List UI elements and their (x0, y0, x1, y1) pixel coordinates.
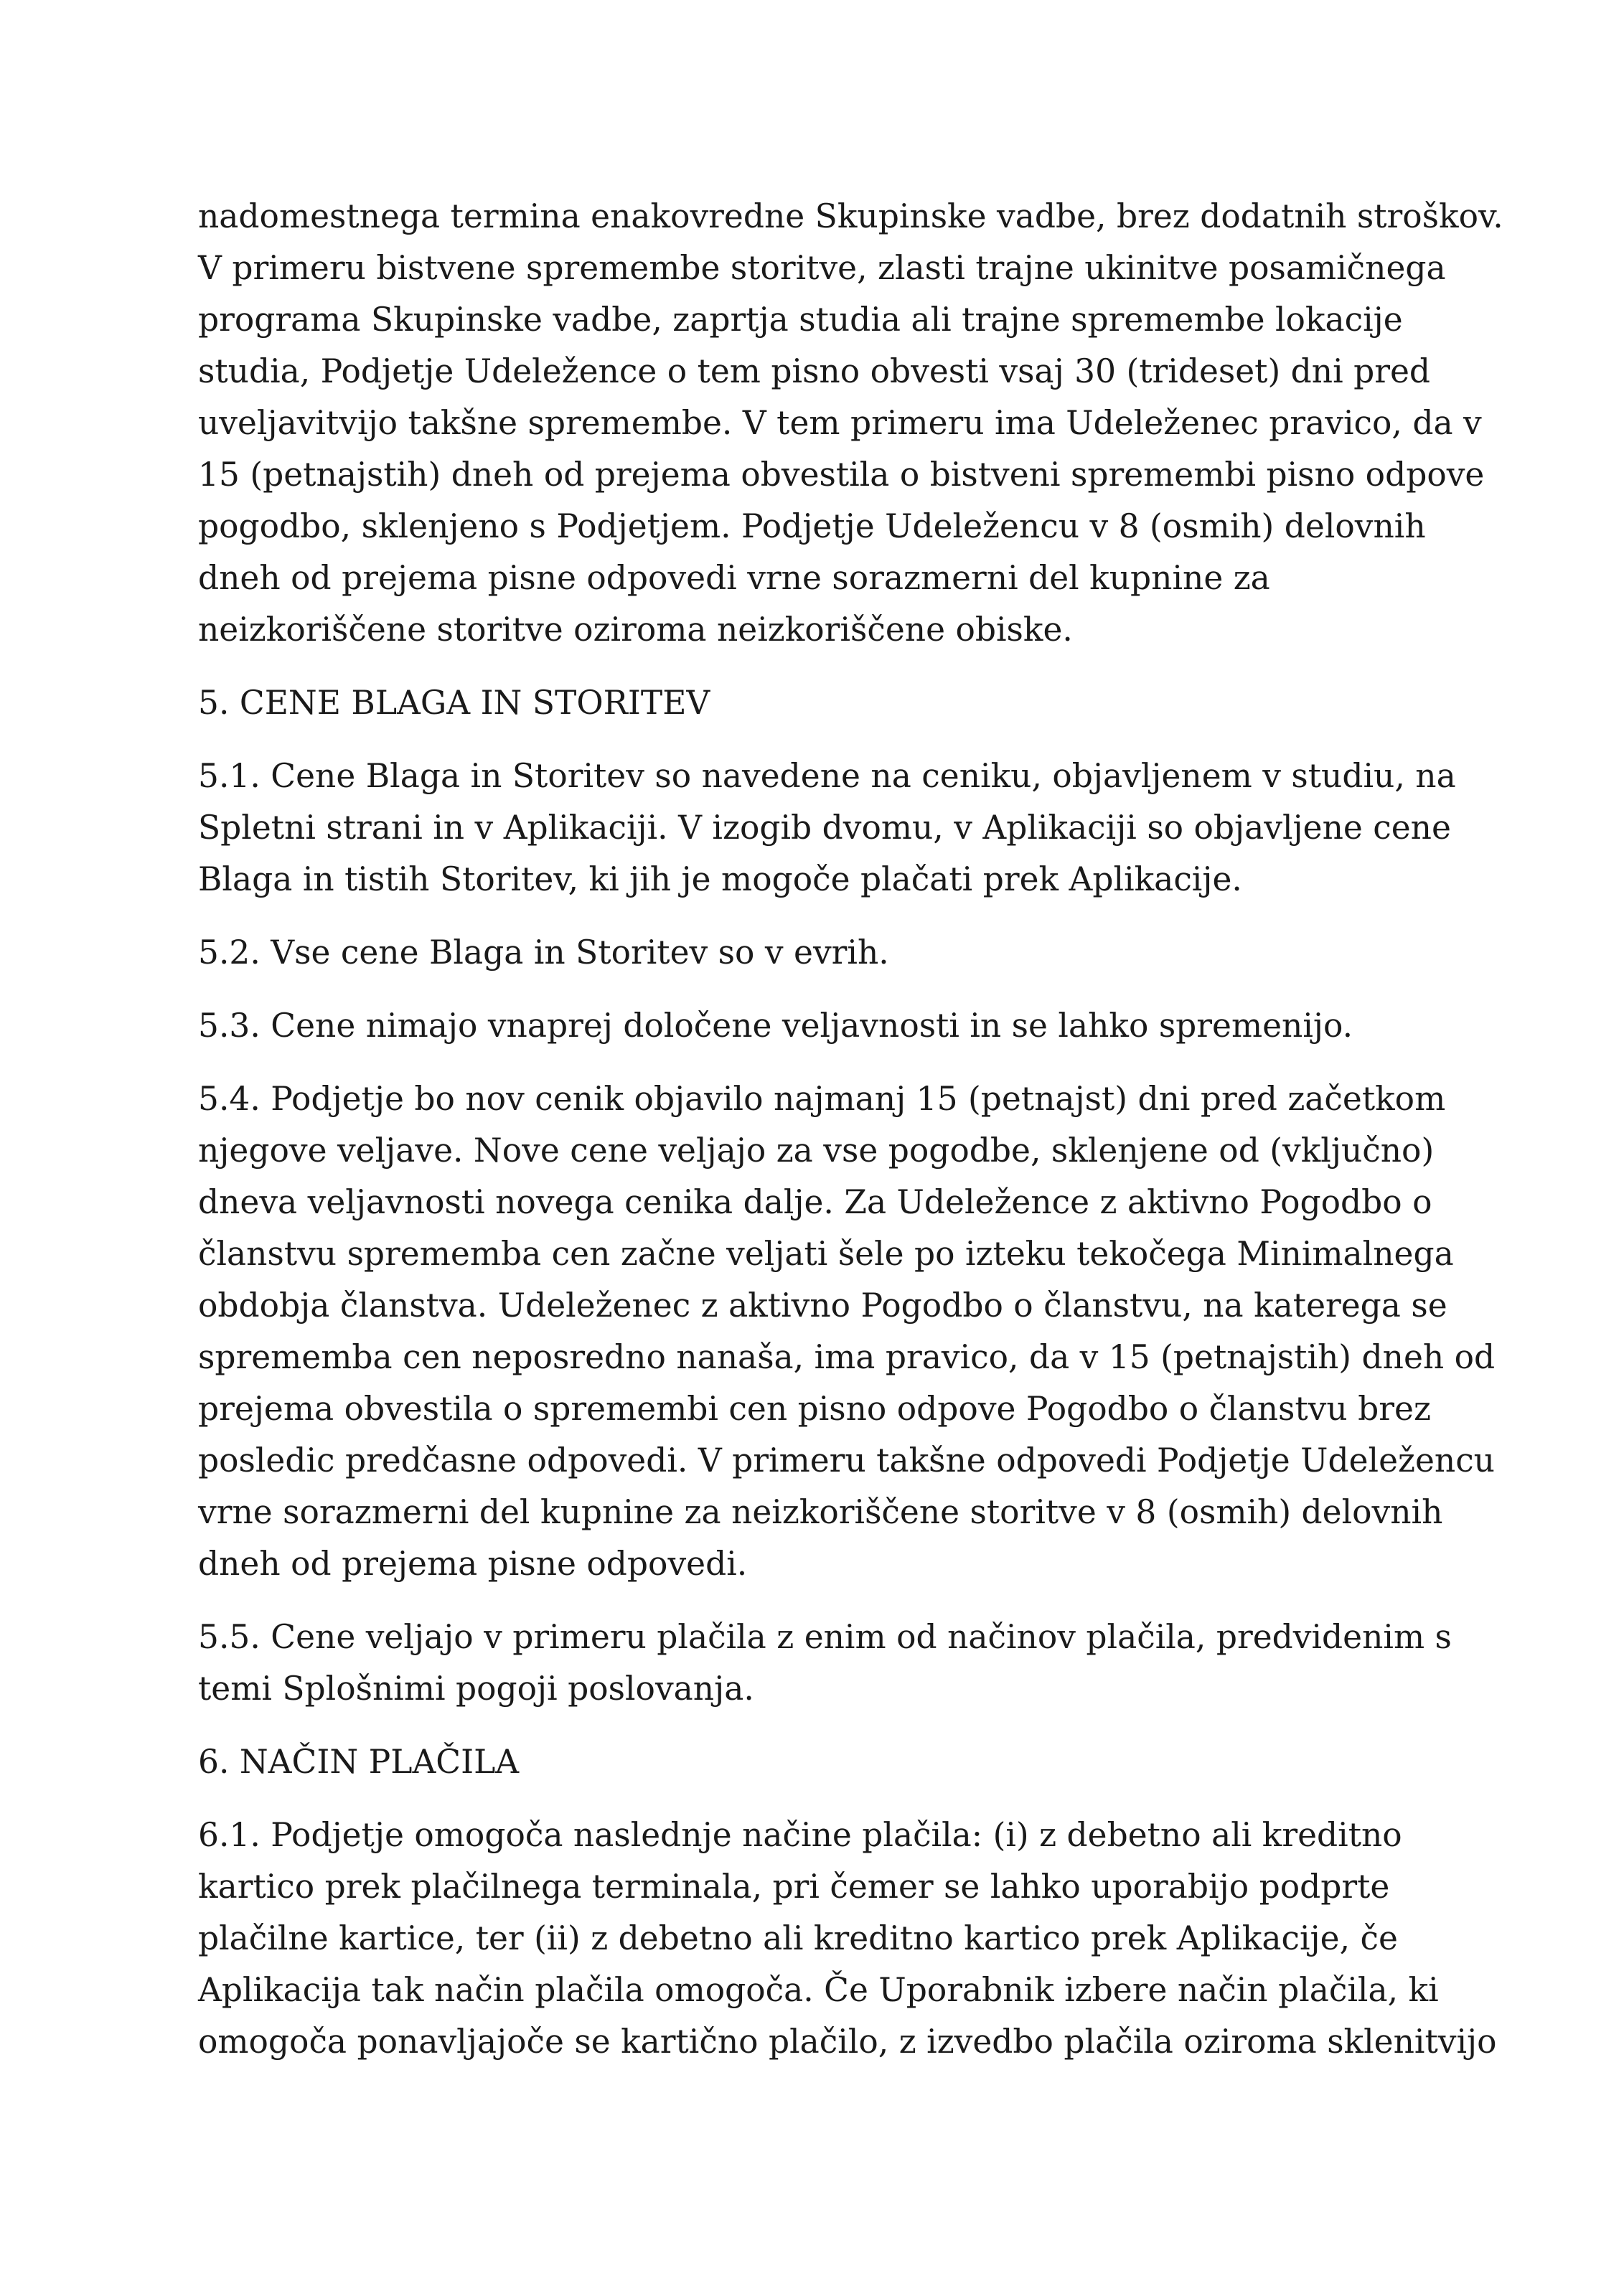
text-line: omogoča ponavljajoče se kartično plačilo, z izvedbo plačila oziroma sklenitvijo (198, 2023, 1497, 2061)
text-line: dneh od prejema pisne odpovedi. (198, 1545, 748, 1583)
text-line: kartico prek plačilnega terminala, pri čemer se lahko uporabijo podprte (198, 1868, 1390, 1906)
text-line: Spletni strani in v Aplikaciji. V izogib dvomu, v Aplikaciji so objavljene cene (198, 809, 1451, 847)
section-heading-6 (198, 1736, 1562, 1788)
clause-6-1 (198, 1810, 1562, 2068)
text-line: neizkoriščene storitve oziroma neizkoriščene obiske. (198, 611, 1073, 649)
text-line: studia, Podjetje Udeležence o tem pisno obvesti vsaj 30 (trideset) dni pred (198, 352, 1431, 390)
text-line: posledic predčasne odpovedi. V primeru takšne odpovedi Podjetje Udeležencu (198, 1441, 1495, 1479)
text-line: uveljavitvijo takšne spremembe. V tem primeru ima Udeleženec pravico, da v (198, 404, 1482, 442)
text-line: obdobja članstva. Udeleženec z aktivno Pogodbo o članstvu, na katerega se (198, 1286, 1447, 1325)
paragraph-continuation (198, 191, 1562, 656)
text-line: V primeru bistvene spremembe storitve, zlasti trajne ukinitve posamičnega (198, 249, 1446, 287)
text-line: programa Skupinske vadbe, zaprtja studia ali trajne spremembe lokacije (198, 301, 1403, 339)
clause-5-1 (198, 751, 1562, 905)
text-line: dneh od prejema pisne odpovedi vrne sorazmerni del kupnine za (198, 559, 1270, 597)
heading-text: 6. NAČIN PLAČILA (198, 1743, 520, 1781)
text-line: 5.4. Podjetje bo nov cenik objavilo najmanj 15 (petnajst) dni pred začetkom (198, 1080, 1446, 1118)
text-line: 5.5. Cene veljajo v primeru plačila z enim od načinov plačila, predvidenim s (198, 1618, 1452, 1656)
text-line: 5.1. Cene Blaga in Storitev so navedene na ceniku, objavljenem v studiu, na (198, 757, 1456, 795)
clause-5-5 (198, 1612, 1562, 1715)
text-line: članstvu sprememba cen začne veljati šele po izteku tekočega Minimalnega (198, 1235, 1454, 1273)
text-line: nadomestnega termina enakovredne Skupinske vadbe, brez dodatnih stroškov. (198, 197, 1503, 235)
text-line: plačilne kartice, ter (ii) z debetno ali kreditno kartico prek Aplikacije, če (198, 1919, 1398, 1957)
text-line: Blaga in tistih Storitev, ki jih je mogoče plačati prek Aplikacije. (198, 860, 1242, 898)
text-line: 6.1. Podjetje omogoča naslednje načine plačila: (i) z debetno ali kreditno (198, 1816, 1402, 1854)
text-line: 15 (petnajstih) dneh od prejema obvestila o bistveni spremembi pisno odpove (198, 456, 1485, 494)
text-line: dneva veljavnosti novega cenika dalje. Za Udeležence z aktivno Pogodbo o (198, 1183, 1432, 1221)
text-line: pogodbo, sklenjeno s Podjetjem. Podjetje Udeležencu v 8 (osmih) delovnih (198, 507, 1426, 545)
text-line: prejema obvestila o spremembi cen pisno odpove Pogodbo o članstvu brez (198, 1390, 1431, 1428)
clause-5-2 (198, 927, 1562, 979)
text-line: Aplikacija tak način plačila omogoča. Če Uporabnik izbere način plačila, ki (198, 1971, 1439, 2009)
clause-5-4 (198, 1073, 1562, 1590)
text-line: njegove veljave. Nove cene veljajo za vse pogodbe, sklenjene od (vključno) (198, 1131, 1435, 1170)
text-line: sprememba cen neposredno nanaša, ima pravico, da v 15 (petnajstih) dneh od (198, 1338, 1496, 1376)
text-line: 5.2. Vse cene Blaga in Storitev so v evrih. (198, 933, 889, 971)
document-body (198, 191, 1562, 2089)
section-heading-5 (198, 677, 1562, 729)
text-line: temi Splošnimi pogoji poslovanja. (198, 1670, 754, 1708)
clause-5-3 (198, 1000, 1562, 1052)
heading-text: 5. CENE BLAGA IN STORITEV (198, 684, 710, 722)
text-line: vrne sorazmerni del kupnine za neizkoriščene storitve v 8 (osmih) delovnih (198, 1493, 1443, 1531)
text-line: 5.3. Cene nimajo vnaprej določene veljavnosti in se lahko spremenijo. (198, 1007, 1353, 1045)
